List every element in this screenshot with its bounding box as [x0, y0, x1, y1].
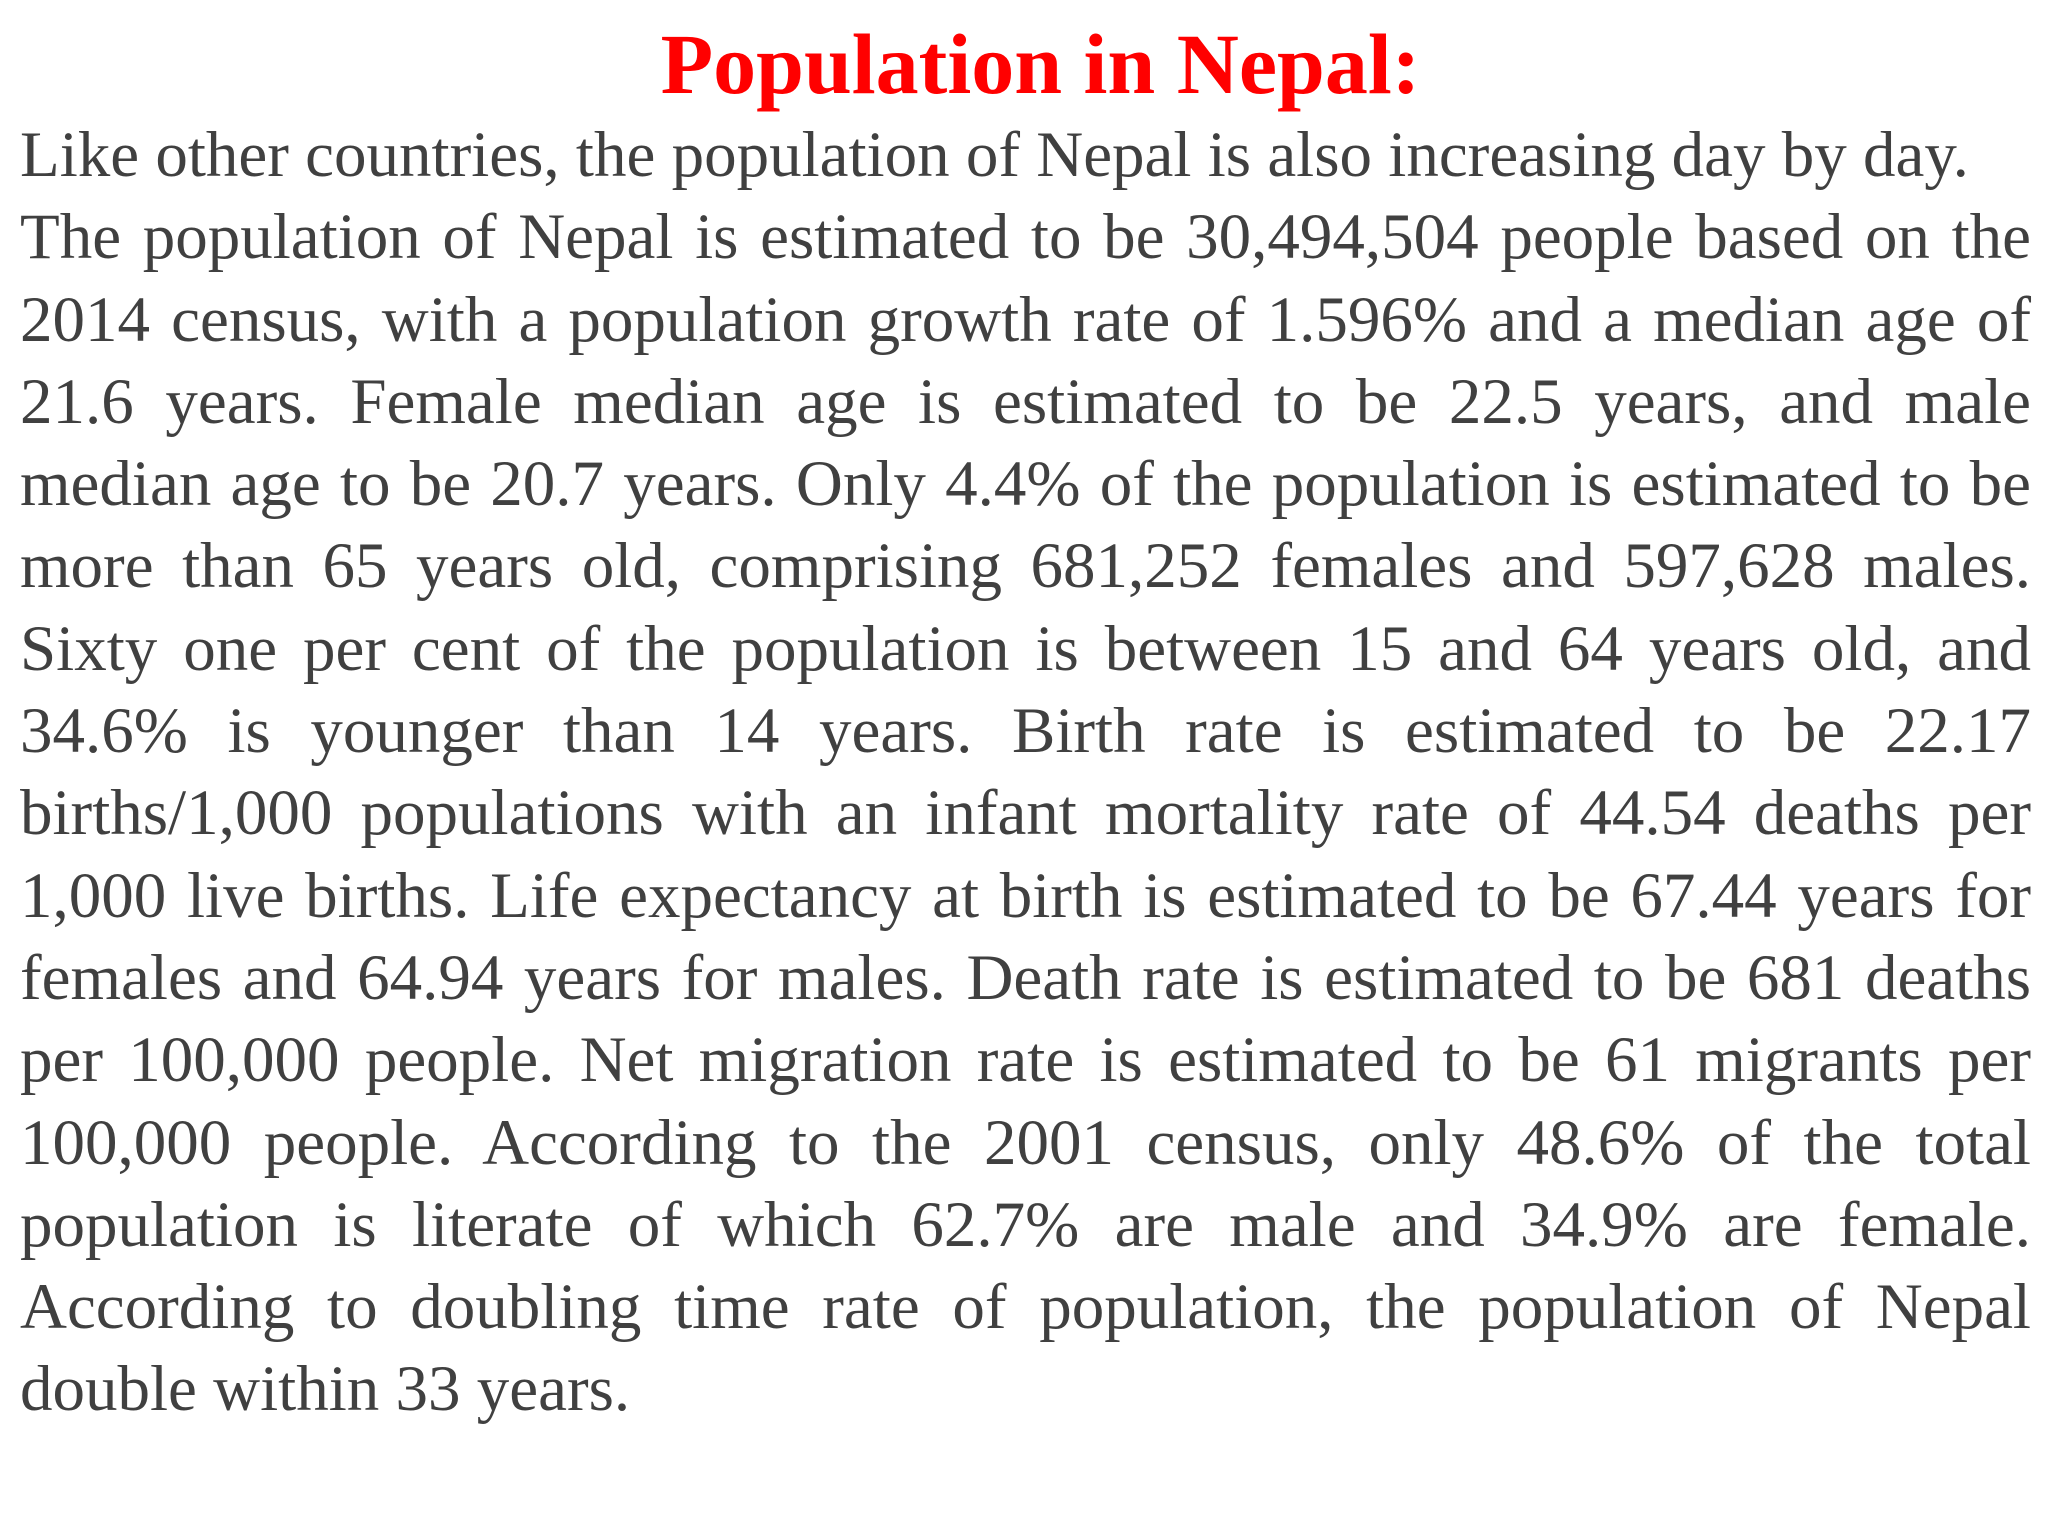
slide-title: Population in Nepal: [660, 16, 1421, 112]
intro-paragraph: Like other countries, the population of Nepal is also increasing day by day. [20, 119, 1969, 191]
body-paragraph: The population of Nepal is estimated to be 30,494,504 people based on the 2014 census, with a population growth rate of 1.596% and a median age of 21.6 years. Female median age is estimated to be 22.5 years, and male median age to be 20.7 years. Only 4.4% of the population is estimated to be more than 65 years old, comprising 681,252 females and 597,628 males. Sixty one per cent of the population is between 15 and 64 years old, and 34.6% is younger than 14 years. Birth rate is estimated to be 22.17 births/1,000 populations with an infant mortality rate of 44.54 deaths per 1,000 live births. Life expectancy at birth is estimated to be 67.44 years for females and 64.94 years for males. Death rate is estimated to be 681 deaths per 100,000 people. Net migration rate is estimated to be 61 migrants per 100,000 people. According to the 2001 census, only 48.6% of the total population is literate of which 62.7% are male and 34.9% are female. According to doubling time rate of population, the population of Nepal double within 33 years. [20, 201, 2031, 1426]
